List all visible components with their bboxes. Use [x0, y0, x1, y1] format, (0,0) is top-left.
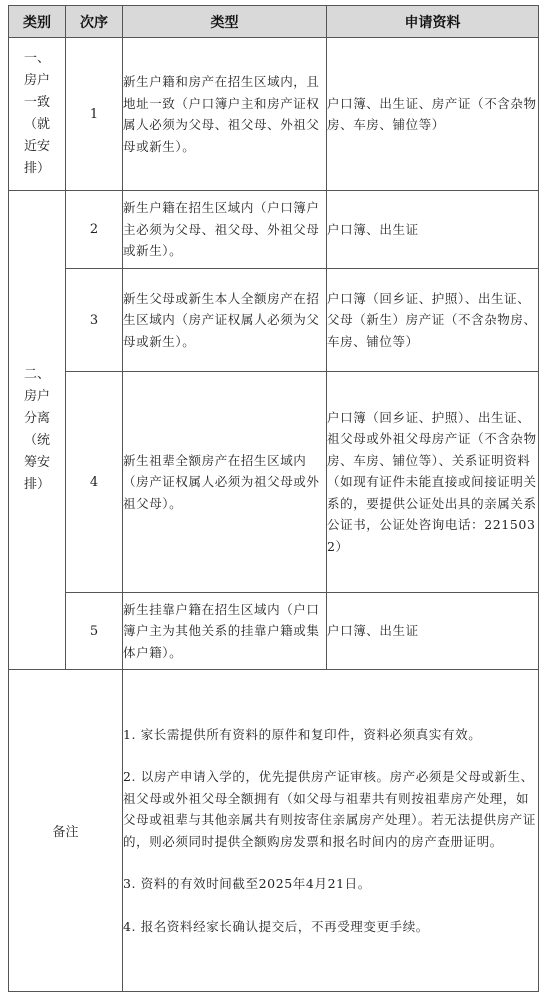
table-row: [9, 38, 539, 191]
type-cell: 新生户籍和房产在招生区域内，且地址一致（户口簿户主和房产证权属人必须为父母、祖父母、外祖父母或新生）。: [123, 38, 327, 191]
remarks-row: [9, 670, 539, 992]
category-label: 一、房户一致（就近安排）: [23, 51, 50, 176]
order-cell: 4: [66, 372, 123, 593]
remarks-label: 备注: [9, 670, 123, 992]
materials-cell: 户口簿、出生证: [327, 191, 539, 269]
table-row: [9, 191, 539, 269]
remark-item: 3. 资料的有效时间截至2025年4月21日。: [123, 876, 371, 892]
category-cell: [9, 191, 66, 670]
materials-cell: 户口簿（回乡证、护照）、出生证、父母（新生）房产证（不含杂物房、车房、铺位等）: [327, 269, 539, 372]
header-order: 次序: [66, 6, 123, 38]
remark-item: 2. 以房产申请入学的，优先提供房产证审核。房产必须是父母或新生、祖父母或外祖父母全额拥有（如父母与祖辈共有则按祖辈房产处理，如父母或祖辈与其他亲属共有则按寄住亲属房产处理）。若无法提供房产证的，则必须同时提供全额购房发票和报名时间内的房产查册证明。: [123, 769, 536, 849]
header-type: 类型: [123, 6, 327, 38]
type-cell: 新生祖辈全额房产在招生区域内（房产证权属人必须为祖父母或外祖父母）。: [123, 372, 327, 593]
table-row: [9, 372, 539, 593]
order-cell: 2: [66, 191, 123, 269]
order-cell: 3: [66, 269, 123, 372]
table-row: [9, 593, 539, 670]
remark-item: 4. 报名资料经家长确认提交后，不再受理变更手续。: [123, 918, 429, 934]
enrollment-requirements-table: [8, 5, 539, 992]
order-cell: 5: [66, 593, 123, 670]
table-row: [9, 269, 539, 372]
remark-item: 1. 家长需提供所有资料的原件和复印件，资料必须真实有效。: [123, 726, 482, 742]
remarks-content: [123, 670, 539, 992]
header-row: [9, 6, 539, 38]
type-cell: 新生父母或新生本人全额房产在招生区域内（房产证权属人必须为父母或新生）。: [123, 269, 327, 372]
category-label: 二、房户分离（统筹安排）: [23, 367, 50, 492]
type-cell: 新生挂靠户籍在招生区域内（户口簿户主为其他关系的挂靠户籍或集体户籍）。: [123, 593, 327, 670]
order-cell: 1: [66, 38, 123, 191]
header-category: 类别: [9, 6, 66, 38]
header-materials: 申请资料: [327, 6, 539, 38]
category-cell: [9, 38, 66, 191]
type-cell: 新生户籍在招生区域内（户口簿户主必须为父母、祖父母、外祖父母或新生）。: [123, 191, 327, 269]
materials-cell: 户口簿、出生证、房产证（不含杂物房、车房、铺位等）: [327, 38, 539, 191]
materials-cell: 户口簿（回乡证、护照）、出生证、祖父母或外祖父母房产证（不含杂物房、车房、铺位等）、关系证明资料（如现有证件未能直接或间接证明关系的，要提供公证处出具的亲属关系公证书，公证处咨询电话：2215032）: [327, 372, 539, 593]
materials-cell: 户口簿、出生证: [327, 593, 539, 670]
